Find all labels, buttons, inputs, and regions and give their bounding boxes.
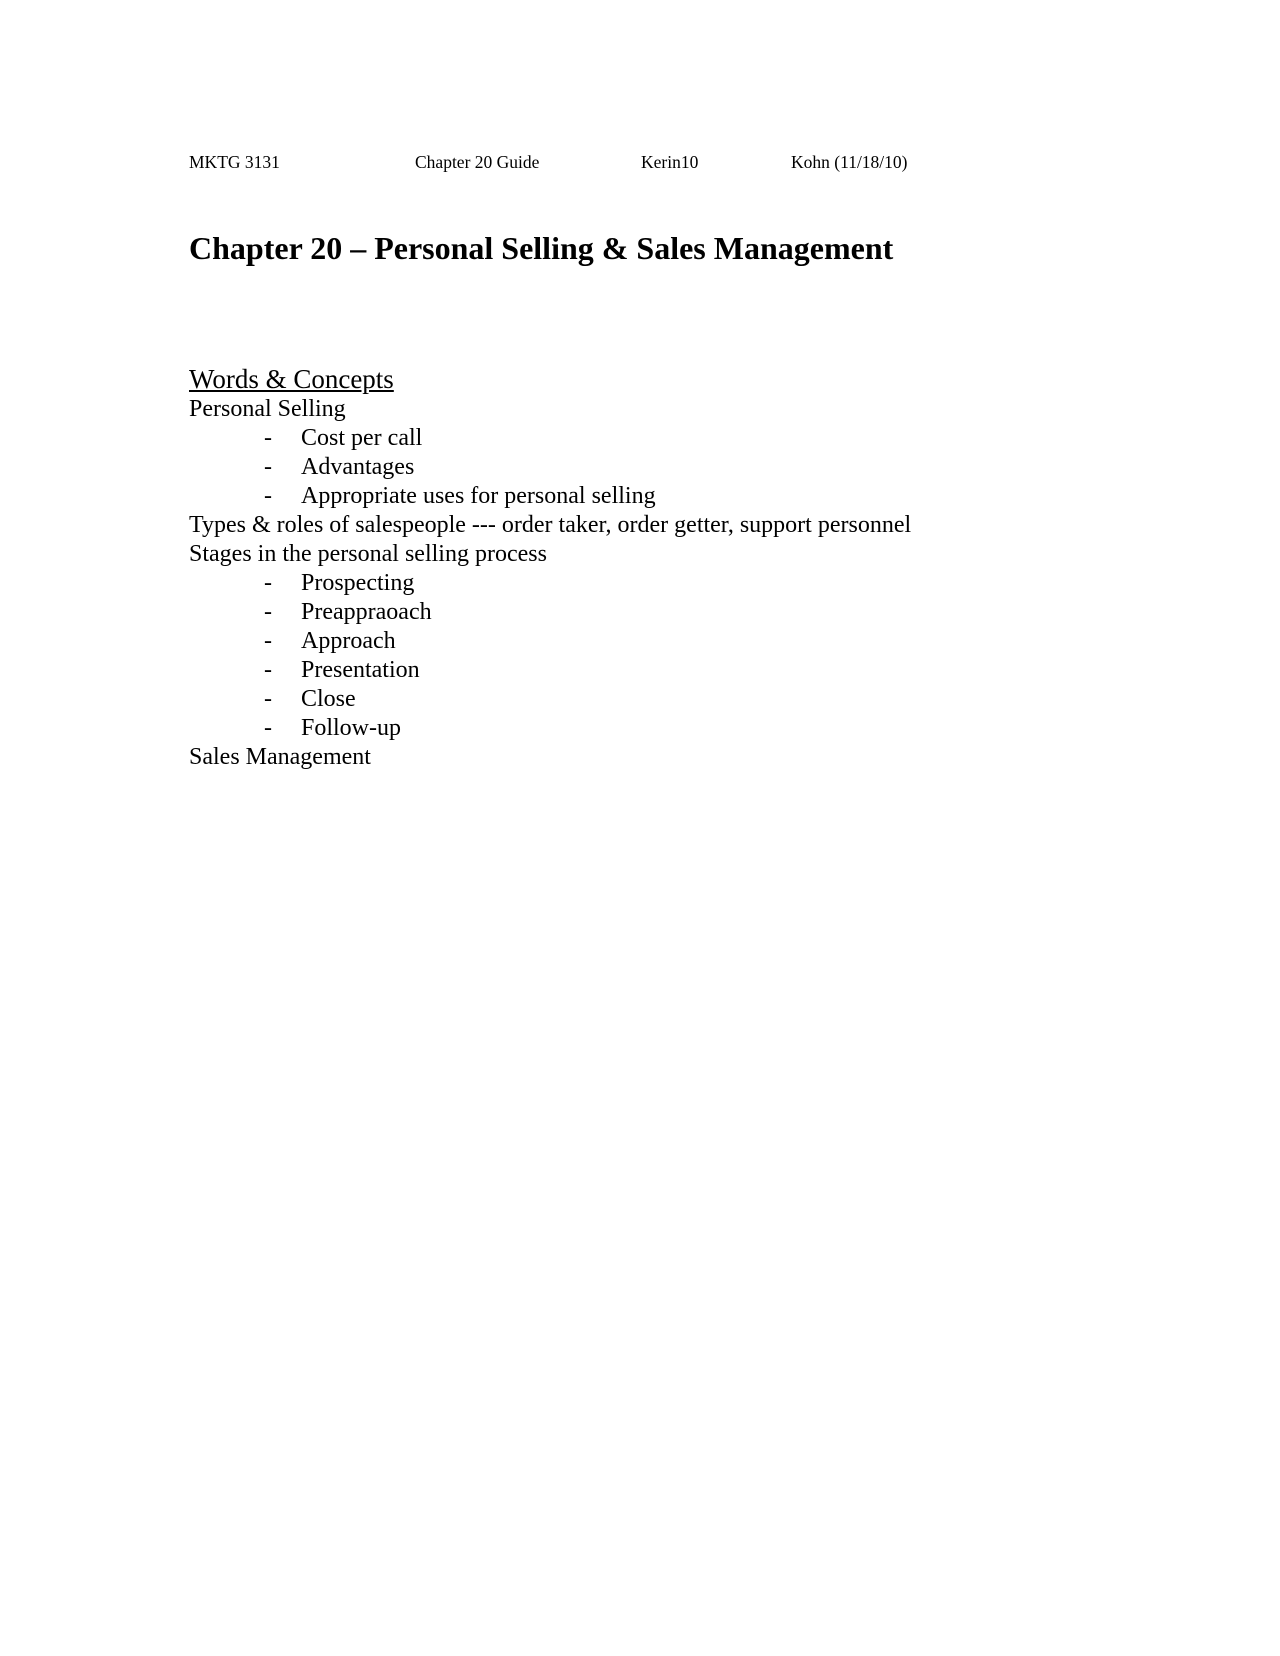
list-item-text: Approach: [301, 628, 396, 654]
bullet-dash: -: [264, 657, 272, 683]
list-item: [189, 656, 911, 685]
page-title: Chapter 20 – Personal Selling & Sales Management: [189, 230, 894, 266]
list-item-text: Follow-up: [301, 715, 402, 741]
bullet-dash: -: [264, 483, 272, 509]
topic-personal-selling: Personal Selling: [189, 396, 346, 422]
list-item-text: Appropriate uses for personal selling: [301, 483, 656, 509]
textbook-name: Kerin10: [641, 152, 699, 172]
topic-sales-management: Sales Management: [189, 744, 371, 770]
bullet-dash: -: [264, 686, 272, 712]
topic-types-roles: Types & roles of salespeople --- order taker, order getter, support personnel: [189, 512, 912, 538]
list-item-text: Prospecting: [301, 570, 415, 596]
list-item-text: Preappraoach: [301, 599, 432, 625]
list-item: [189, 482, 911, 511]
list-item-text: Cost per call: [301, 425, 423, 451]
section-heading: Words & Concepts: [189, 364, 394, 394]
list-item: [189, 627, 911, 656]
bullet-dash: -: [264, 599, 272, 625]
list-item: [189, 598, 911, 627]
list-item-text: Advantages: [301, 454, 415, 480]
list-item: [189, 685, 911, 714]
bullet-dash: -: [264, 425, 272, 451]
list-item-text: Close: [301, 686, 356, 712]
list-item: [189, 714, 911, 743]
bullet-dash: -: [264, 454, 272, 480]
document-body: [189, 363, 911, 772]
bullet-dash: -: [264, 715, 272, 741]
course-code: MKTG 3131: [189, 152, 280, 172]
list-item: [189, 569, 911, 598]
list-item: [189, 424, 911, 453]
list-item: [189, 453, 911, 482]
bullet-dash: -: [264, 570, 272, 596]
topic-stages: Stages in the personal selling process: [189, 541, 547, 567]
bullet-dash: -: [264, 628, 272, 654]
guide-name: Chapter 20 Guide: [415, 152, 540, 172]
author-date: Kohn (11/18/10): [791, 152, 908, 172]
list-item-text: Presentation: [301, 657, 420, 683]
